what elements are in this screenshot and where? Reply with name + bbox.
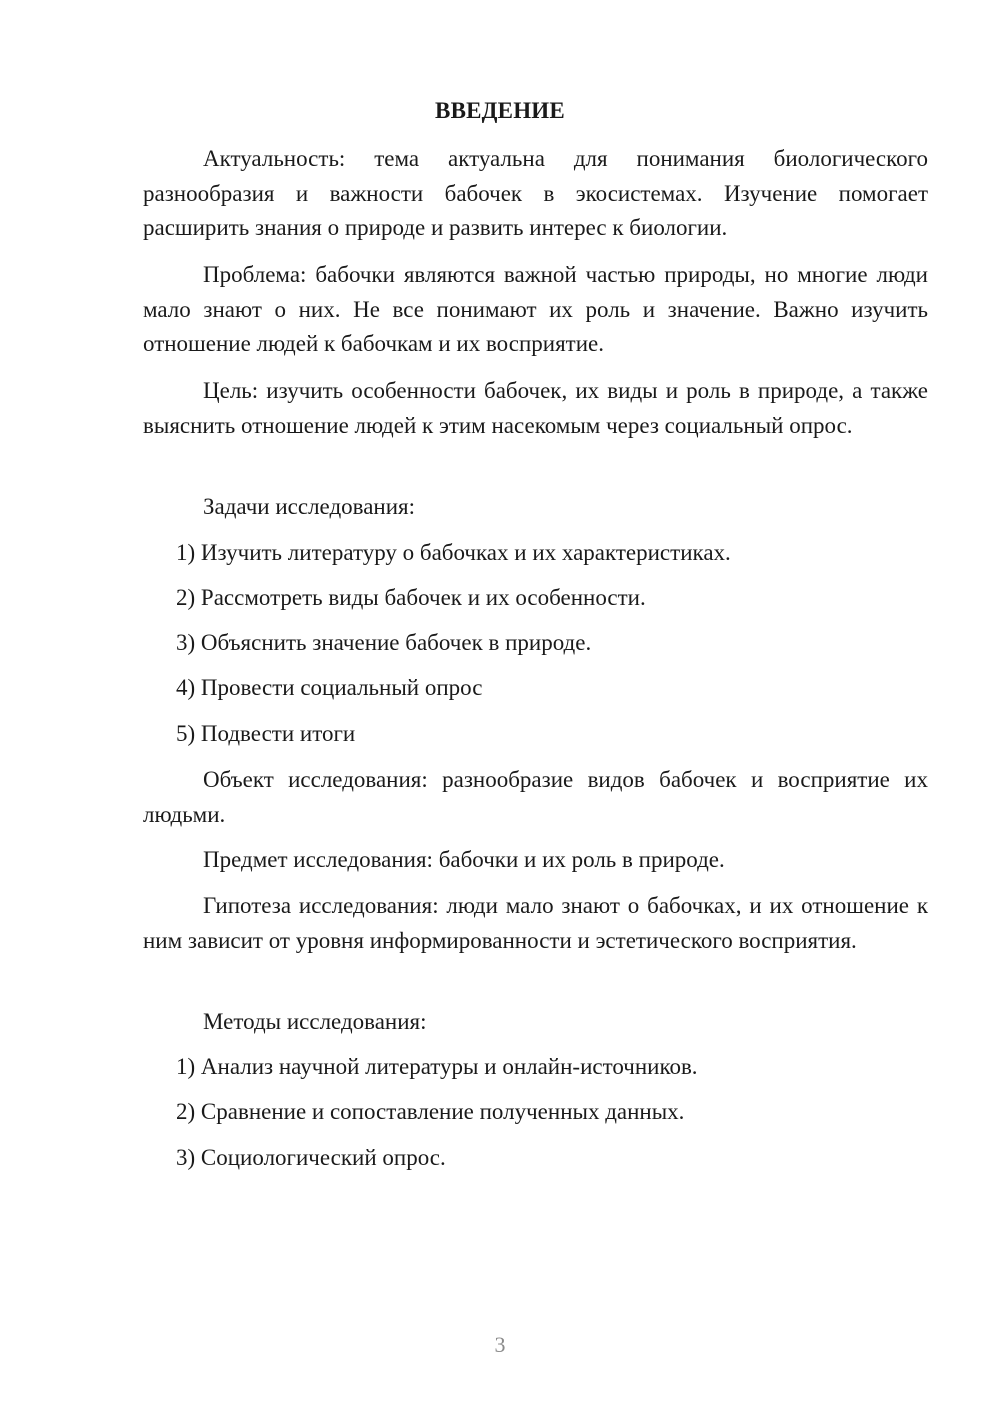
subject-paragraph: Предмет исследования: бабочки и их роль в природе. (203, 847, 725, 872)
methods-heading: Методы исследования: (203, 1009, 427, 1034)
goal-paragraph: Цель: изучить особенности бабочек, их виды и роль в природе, а также выяснить отношение людей к этим насекомым через социальный опрос. (143, 378, 928, 438)
tasks-heading: Задачи исследования: (203, 494, 416, 519)
problem-paragraph: Проблема: бабочки являются важной частью природы, но многие люди мало знают о них. Не все понимают их роль и значение. Важно изучить отношение людей к бабочкам и их восприятие. (143, 262, 928, 356)
task-item: 2) Рассмотреть виды бабочек и их особенности. (176, 585, 646, 610)
task-item: 1) Изучить литературу о бабочках и их характеристиках. (176, 540, 731, 565)
task-item: 4) Провести социальный опрос (176, 675, 483, 700)
task-item: 5) Подвести итоги (176, 721, 356, 746)
method-item: 1) Анализ научной литературы и онлайн-источников. (176, 1054, 698, 1079)
page-number: 3 (494, 1332, 506, 1357)
page-title: ВВЕДЕНИЕ (435, 98, 565, 123)
method-item: 2) Сравнение и сопоставление полученных данных. (176, 1099, 685, 1124)
hypothesis-paragraph: Гипотеза исследования: люди мало знают о бабочках, и их отношение к ним зависит от уровня информированности и эстетического восприятия. (143, 893, 928, 953)
object-paragraph: Объект исследования: разнообразие видов бабочек и восприятие их людьми. (143, 767, 928, 827)
method-item: 3) Социологический опрос. (176, 1145, 446, 1170)
relevance-paragraph: Актуальность: тема актуальна для понимания биологического разнообразия и важности бабочек в экосистемах. Изучение помогает расширить знания о природе и развить интерес к биологии. (143, 146, 928, 240)
task-item: 3) Объяснить значение бабочек в природе. (176, 630, 592, 655)
